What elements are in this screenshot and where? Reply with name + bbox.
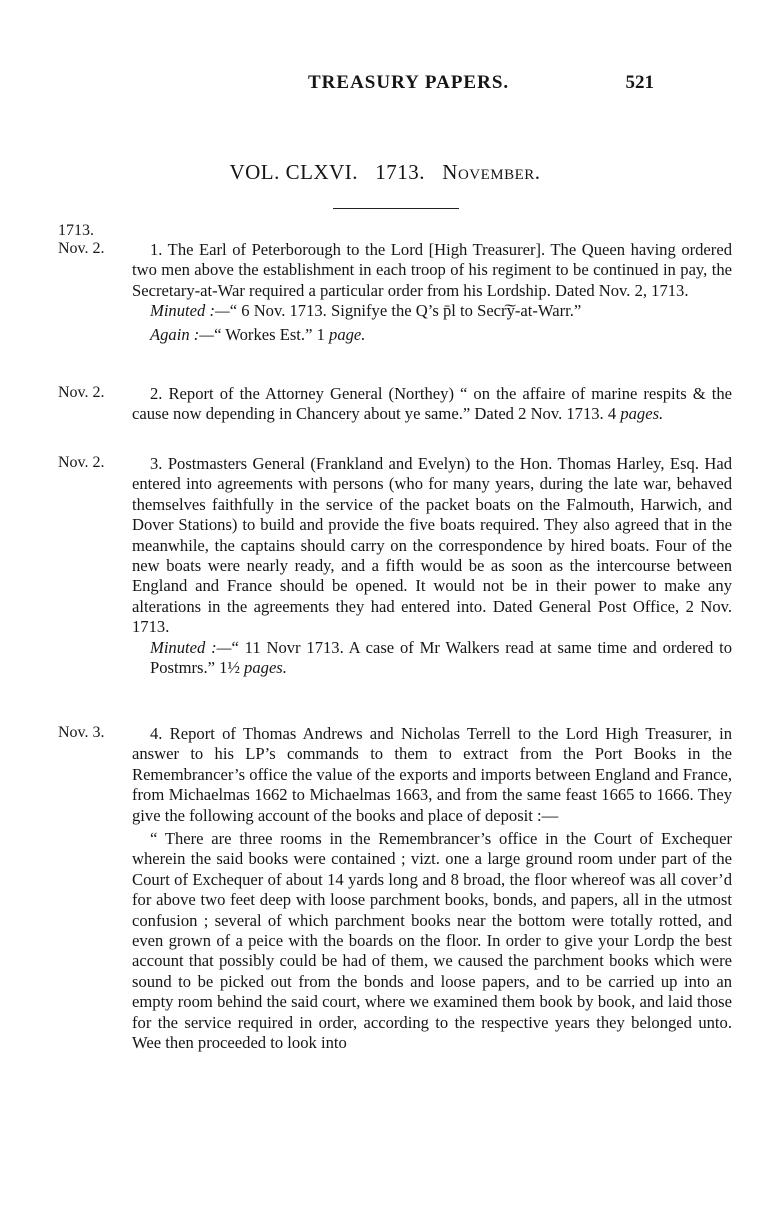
minute-label: Minuted :— xyxy=(150,637,232,657)
entry-date: Nov. 2. xyxy=(58,454,105,471)
entry-text: 1. The Earl of Peterborough to the Lord [High Treasurer]. The Queen having ordered two men above the establishment in each troop of his regiment to be continued in pay, the Secretary-at-War required a particular order from his Lordship. Dated Nov. 2, 1713. xyxy=(132,240,732,300)
watermark xyxy=(80,553,140,614)
entry-text xyxy=(132,384,732,425)
minute-text: “ 11 Novr 1713. A case of Mr Walkers read at same time and ordered to Postmrs.” 1½ xyxy=(150,637,733,678)
minute-label: Minuted :— xyxy=(150,301,230,321)
entry-again xyxy=(132,325,732,345)
page-number: 521 xyxy=(625,72,654,93)
entry-text: 4. Report of Thomas Andrews and Nicholas Terrell to the Lord High Treasurer, in answer to his LP’s commands to them to extract from the Port Books in the Remembrancer’s office the value of the exports and imports between England and France, from Michaelmas 1662 to Michaelmas 1663, and from the same feast 1665 to 1666. They give the following account of the books and place of deposit :— xyxy=(132,724,732,825)
entry-body xyxy=(132,240,732,345)
minute-text: “ 6 Nov. 1713. Signifye the Q’s p̄l to Secr͠y-at-Warr.” xyxy=(229,301,582,321)
entry-date: Nov. 2. xyxy=(58,240,105,257)
entry-minute xyxy=(132,301,732,321)
volume-label: VOL. CLXVI. xyxy=(229,160,359,184)
volume-heading xyxy=(0,160,770,185)
entry-text-main: 2. Report of the Attorney General (Northey) “ on the affaire of marine respits & the cause now depending in Chancery about ye same.” Dated 2 Nov. 1713. 4 xyxy=(132,384,732,424)
running-header xyxy=(0,72,770,100)
entry-body xyxy=(132,724,732,1054)
entry-pages: pages. xyxy=(620,404,664,424)
entry-body xyxy=(132,454,732,678)
again-text: “ Workes Est.” 1 xyxy=(214,324,330,344)
entry-text: 3. Postmasters General (Frankland and Evelyn) to the Hon. Thomas Harley, Esq. Had entered into agreements with persons (who for many years, during the late war, behaved themselves faithfully in the service of the packet boats on the Falmouth, Harwich, and Dover Stations) to build and provide the five boats required. They also agreed that in the meanwhile, the captains should carry on the correspondence by hired boats. Four of the new boats were nearly ready, and a fifth would be as soon as the intercourse between England and France should be opened. It would not be in their power to make any alterations in the agreements they had entered into. Dated General Post Office, 2 Nov. 1713. xyxy=(132,454,732,637)
volume-year: 1713. xyxy=(375,160,426,184)
entry-body xyxy=(132,384,732,425)
entry-date: Nov. 2. xyxy=(58,384,105,401)
heading-rule xyxy=(333,208,459,209)
again-label: Again :— xyxy=(150,324,215,344)
minute-pages: pages. xyxy=(244,658,287,678)
entry-quote: “ There are three rooms in the Remembrancer’s office in the Court of Exchequer wherein the said books were contained ; vizt. one a large ground room under part of the Court of Exchequer of about 14 yards long and 8 broad, the floor whereof was all cover’d for above two feet deep with loose parchment books, bonds, and papers, all in the utmost confusion ; several of which parchment books near the bottom were totally rotted, and even grown of a peice with the boards on the floor. In order to give your Lordp the best account that possibly could be had of them, we caused the parchment books which were sound to be picked out from the bonds and loose papers, and to be carried up into an empty room behind the said court, where we examined them book by book, and laid those for the service required in order, according to the respective years they belonged unto. Wee then proceeded to look into xyxy=(132,829,732,1053)
entry-minute xyxy=(132,638,732,679)
running-title: TREASURY PAPERS. xyxy=(308,72,510,93)
again-pages: page. xyxy=(329,324,366,344)
volume-month: November. xyxy=(442,160,541,184)
year-label: 1713. xyxy=(58,222,94,239)
entry-date: Nov. 3. xyxy=(58,724,105,741)
